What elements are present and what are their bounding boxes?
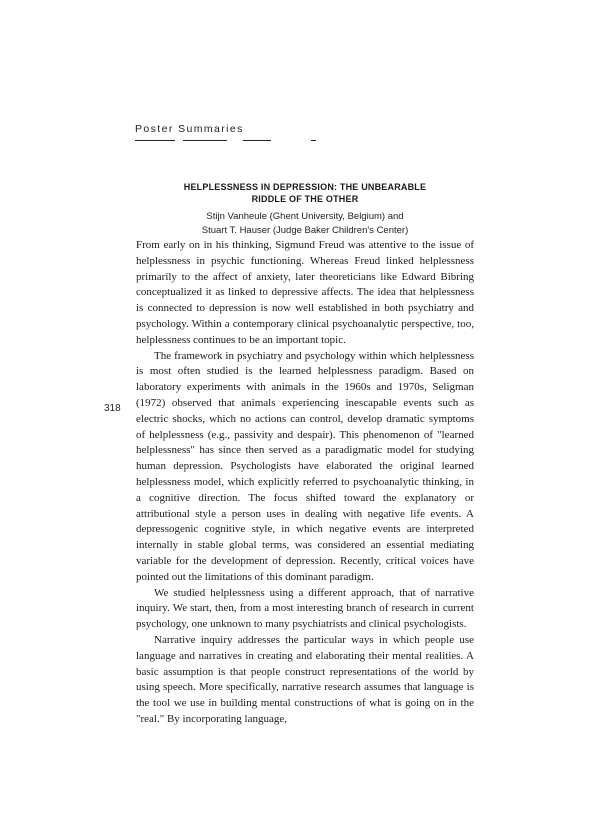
body-paragraph: Narrative inquiry addresses the particular ways in which people use language and narratives in creating and elaborating their mental realities. A basic assumption is that people construct representations of the world by using speech. More specifically, narrative research assumes that language is the tool we use in building mental constructions of what is going on in the "real." By incorporating language, — [136, 633, 474, 725]
header-rule — [135, 140, 335, 142]
article-body — [136, 238, 474, 728]
header-rule-segment — [183, 140, 227, 141]
running-head: Poster Summaries — [135, 123, 244, 135]
body-paragraph: From early on in his thinking, Sigmund Freud was attentive to the issue of helplessness in psychic functioning. Whereas Freud linked helplessness primarily to the affect of anxiety, later theoreticians like Edward Bibring conceptualized it as linked to depressive affects. The idea that helplessness is connected to depression is now well established in both psychiatry and psychology. Within a contemporary clinical psychoanalytic perspective, too, helplessness continues to be an important topic. — [136, 239, 474, 346]
article-title — [140, 181, 470, 205]
body-paragraph: We studied helplessness using a different approach, that of narrative inquiry. We start, then, from a most interesting branch of research in current psychology, one unknown to many psychiatrists and clinical psychologists. — [136, 586, 474, 631]
header-rule-segment — [311, 140, 316, 141]
author-line: Stuart T. Hauser (Judge Baker Children's Center) — [201, 225, 409, 236]
body-paragraph: The framework in psychiatry and psychology within which helplessness is most often studied is the learned helplessness paradigm. Based on laboratory experiments with animals in the 1960s and 1970s, Seligman (1972) observed that animals experiencing inescapable events such as electric shocks, which no actions can control, develop dramatic symptoms of helplessness (e.g., passivity and despair). This phenomenon of "learned helplessness" has since then served as a paradigmatic model for studying human depression. Psychologists have elaborated the original learned helplessness model, which explicitly referred to psychoanalytic thinking, in a cognitive direction. The focus shifted toward the explanatory or attributional style a person uses in dealing with negative life events. A depressogenic cognitive style, in which negative events are interpreted internally in stable global terms, was considered an essential mediating variable for the development of depression. Recently, critical voices have pointed out the limitations of this dominant paradigm. — [136, 349, 474, 583]
header-rule-segment — [135, 140, 175, 141]
page-number: 318 — [104, 403, 121, 414]
author-line: Stijn Vanheule (Ghent University, Belgium) and — [206, 211, 404, 222]
authors — [140, 210, 470, 238]
article-title-line: RIDDLE OF THE OTHER — [251, 194, 359, 204]
header-rule-segment — [243, 140, 271, 141]
article-title-line: HELPLESSNESS IN DEPRESSION: THE UNBEARABLE — [183, 182, 427, 192]
